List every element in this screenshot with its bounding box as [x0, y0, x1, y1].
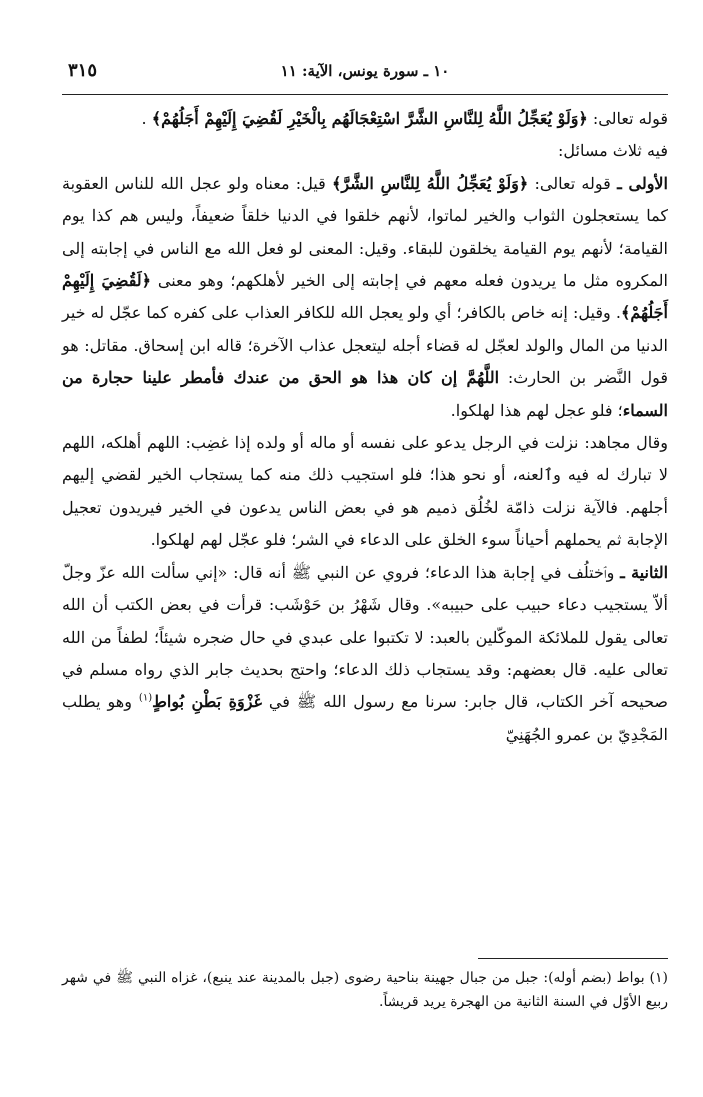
footnote-divider [478, 958, 668, 959]
section-first-verse-a: ﴿وَلَوْ يُعَجِّلُ اللَّهُ لِلنَّاسِ الشَّرَّ﴾ [332, 173, 529, 193]
book-page [62, 54, 669, 1010]
header-title: ١٠ ـ سورة يونس، الآية: ١١ [280, 62, 450, 80]
main-text [62, 103, 668, 751]
section-second-text-b: وهو يطلب المَجْدِيّ بن عمرو الجُهَنِيّ [62, 692, 668, 744]
section-first-text-a: قوله تعالى: [528, 173, 618, 193]
section-second-text-a: وٱختلُف في إجابة هذا الدعاء؛ فروي عن النبي ﷺ أنه قال: «إني سألت الله عزّ وجلّ ألاّ يستجيب دعاء حبيب على حبيبه». وقال شَهْرُ بن حَوْشَب: قرأت في بعض الكتب أن الله تعالى يقول للملائكة الموكّلين بالعبد: لا تكتبوا على عبدي في حال ضجره شيئاً؛ لطفاً من الله تعالى عليه. قال بعضهم: وقد يستجاب ذلك الدعاء؛ واحتج بحديث جابر الذي رواه مسلم في صحيحه آخر الكتاب، قال جابر: سرنا مع رسول الله ﷺ في [62, 562, 669, 712]
intro-lead: قوله تعالى: [587, 109, 668, 128]
section-first-text-d: ؛ فلو عجل لهم هذا لهلكوا. [450, 400, 623, 420]
section-first-verse-b: ﴿لَقُضِيَ إِلَيْهِمْ أَجَلُهُمْ﴾ [62, 271, 668, 323]
section-first-verse-c: اللَّهُمَّ إن كان هذا هو الحق من عندك فأمطر علينا حجارة من السماء [62, 368, 668, 420]
section-second-lead: الثانية ـ [620, 562, 669, 582]
section-first-paragraph-2: وقال مجاهد: نزلت في الرجل يدعو على نفسه أو ماله أو ولده إذا غضِب: اللهم أهلكه، اللهم لا تبارك له فيه وٱلعنه، أو نحو هذا؛ فلو استجيب ذلك منه كما يستجاب الخير لقضي إليهم أجلهم. فالآية نزلت ذامّة لخُلُق ذميم هو في بعض الناس يدعون في الخير فيريدون تعجيل الإجابة ثم يحملهم أحياناً سوء الخلق على الدعاء في الشر؛ فلو عجّل لهم لهلكوا. [62, 433, 668, 550]
intro-verse: ﴿وَلَوْ يُعَجِّلُ اللَّهُ لِلنَّاسِ الشَّرَّ اسْتِعْجَالَهُم بِالْخَيْرِ لَقُضِيَ إِلَيْهِمْ أَجَلُهُمْ﴾ [151, 109, 588, 128]
section-first-text-b: قيل: معناه ولو عجل الله للناس العقوبة كما يستعجلون الثواب والخير لماتوا، لأنهم خلقوا في الدنيا خلقاً ضعيفاً، وليس هم كذا يوم القيامة؛ لأنهم يوم القيامة يخلقون للبقاء. وقيل: المعنى لو فعل الله مع الناس في إجابته إلى المكروه مثل ما يريدون فعله معهم في إجابته إلى الخير لأهلكهم؛ وهو معنى [62, 173, 669, 291]
page-number: ٣١٥ [68, 60, 98, 81]
footnote-marker[interactable]: (١) [138, 692, 153, 704]
battle-name: غَزْوَةِ بَطْنِ بُواطٍ [152, 692, 262, 712]
running-header [62, 54, 668, 95]
section-second-paragraph [62, 557, 668, 751]
issues-line: فيه ثلاث مسائل: [558, 141, 668, 161]
footnote-1: (١) بواط (بضم أوله): جبل من جبال جهينة بناحية رضوى (جبل بالمدينة عند ينبع)، غزاه النبي ﷺ في شهر ربيع الأوّل في السنة الثانية من الهجرة يريد قريشاً. [62, 970, 668, 1010]
section-first-paragraph [62, 168, 668, 427]
footnotes [62, 966, 668, 1014]
section-first-lead: الأولى ـ [617, 173, 668, 193]
section-first-text-c: . وقيل: إنه خاص بالكافر؛ أي ولو يعجل الله للكافر العذاب على كفره كما عجّل له خير الدنيا من المال والولد لعجّل له قضاء أجله ليتعجل عذاب الآخرة؛ قاله ابن إسحاق. مقاتل: هو قول النَّضر بن الحارث: [62, 303, 668, 388]
intro-paragraph [62, 103, 668, 135]
intro-end: . [141, 109, 152, 128]
